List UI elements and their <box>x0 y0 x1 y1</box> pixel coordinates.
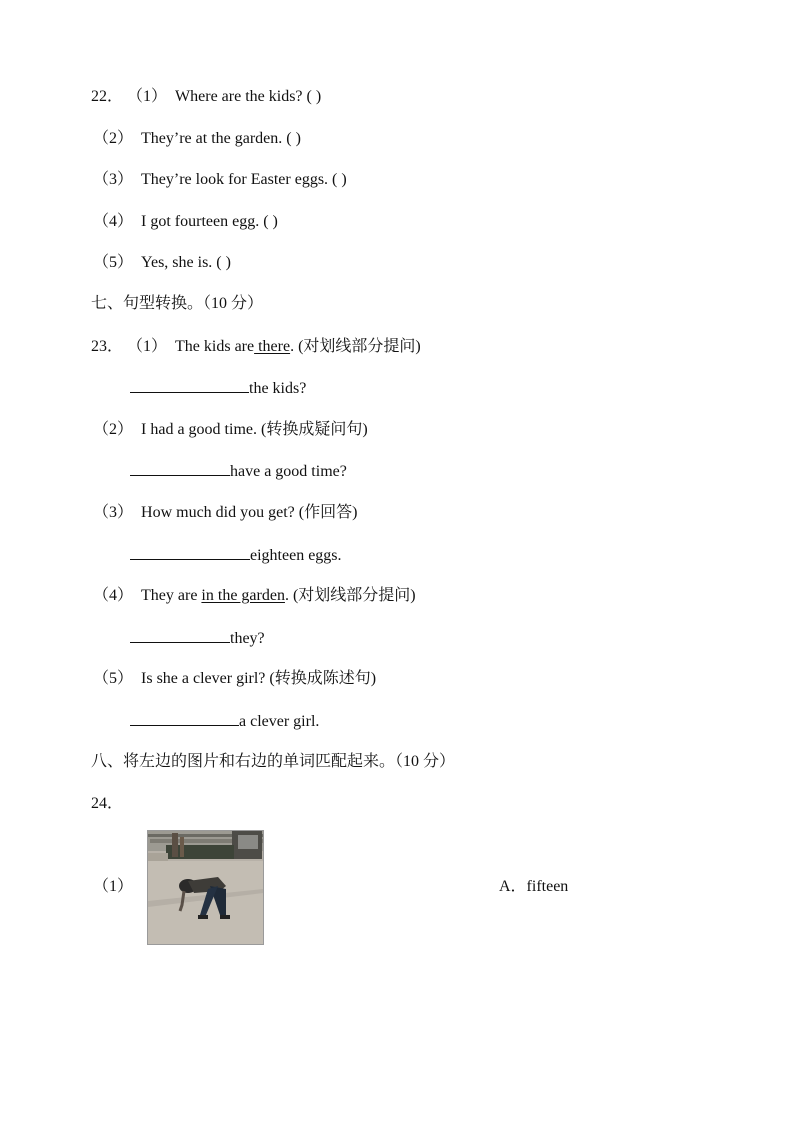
item-number: （1） <box>127 88 168 105</box>
item-text-pre: They are <box>141 587 202 604</box>
item-number: （4） <box>93 213 134 230</box>
answer-blank[interactable] <box>130 545 250 560</box>
q24-item-number: （1） <box>93 878 134 895</box>
item-text: Is she a clever girl? (转换成陈述句) <box>141 670 377 687</box>
item-number: （2） <box>93 130 134 147</box>
item-text: Where are the kids? ( ) <box>175 88 322 105</box>
answer-blank[interactable] <box>130 378 249 393</box>
item-text-post: . (对划线部分提问) <box>290 338 421 355</box>
answer-tail: have a good time? <box>230 463 347 480</box>
q22-item-5 <box>93 253 231 273</box>
q22-item-2 <box>93 129 301 149</box>
item-number: （2） <box>93 421 134 438</box>
option-a: A．fifteen <box>499 878 569 895</box>
q23-item-1 <box>91 337 421 357</box>
q22-item-1 <box>91 87 321 107</box>
section-8-heading: 八、将左边的图片和右边的单词匹配起来。（10 分） <box>91 753 456 770</box>
q23-answer-5 <box>130 711 319 732</box>
item-number: （5） <box>93 254 134 271</box>
item-text-pre: The kids are <box>175 338 255 355</box>
item-number: （1） <box>127 338 168 355</box>
item-text: I got fourteen egg. ( ) <box>141 213 278 230</box>
item-text: Yes, she is. ( ) <box>141 254 231 271</box>
q23-answer-3 <box>130 545 342 566</box>
q23-item-5 <box>93 669 376 689</box>
q23-item-3 <box>93 503 357 523</box>
q23-answer-4 <box>130 628 265 649</box>
q22-item-4 <box>93 212 278 232</box>
item-text: I had a good time. (转换成疑问句) <box>141 421 368 438</box>
answer-blank[interactable] <box>130 711 239 726</box>
answer-tail: the kids? <box>249 380 307 397</box>
answer-tail: a clever girl. <box>239 713 320 730</box>
q23-item-4 <box>93 586 416 606</box>
item-number: （3） <box>93 171 134 188</box>
item-text: They’re at the garden. ( ) <box>141 130 301 147</box>
q23-answer-2 <box>130 461 347 482</box>
item-number: （3） <box>93 504 134 521</box>
answer-blank[interactable] <box>130 461 230 476</box>
q22-item-3 <box>93 170 347 190</box>
item-number: （5） <box>93 670 134 687</box>
item-text: They’re look for Easter eggs. ( ) <box>141 171 347 188</box>
question-number: 22． <box>91 88 124 105</box>
question-number: 23． <box>91 338 124 355</box>
item-number: （4） <box>93 587 134 604</box>
photo-image <box>148 831 263 944</box>
q24-number: 24． <box>91 795 124 812</box>
photo-person-bending <box>147 830 264 945</box>
underlined-part: there <box>254 338 291 355</box>
q23-item-2 <box>93 420 368 440</box>
q23-answer-1 <box>130 378 306 399</box>
section-7-heading: 七、句型转换。（10 分） <box>91 295 264 312</box>
answer-blank[interactable] <box>130 628 230 643</box>
answer-tail: eighteen eggs. <box>250 547 342 564</box>
underlined-part: in the garden <box>201 587 285 604</box>
item-text: How much did you get? (作回答) <box>141 504 358 521</box>
answer-tail: they? <box>230 630 265 647</box>
item-text-post: . (对划线部分提问) <box>284 587 416 604</box>
